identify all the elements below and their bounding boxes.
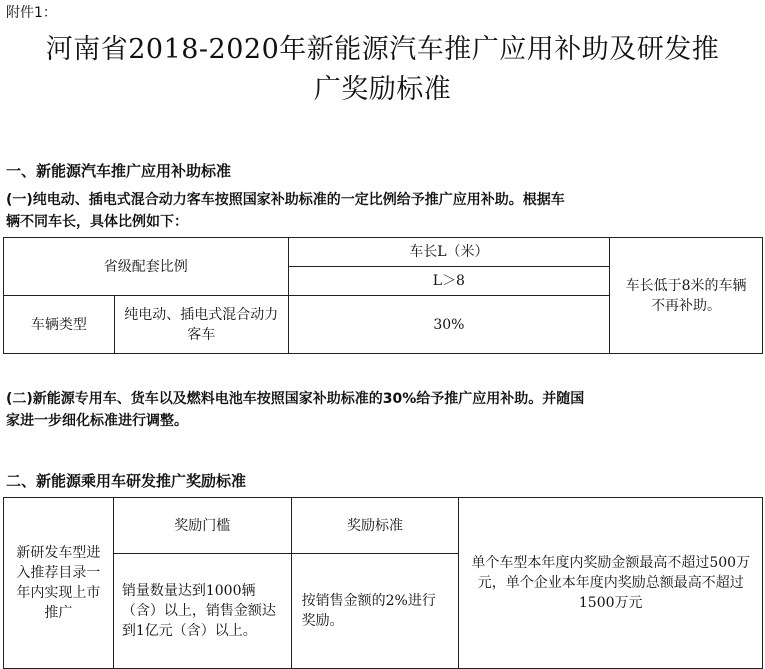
subsidy-ratio-table	[3, 237, 763, 354]
section1-paragraph2	[6, 388, 761, 432]
length-condition-cell: L＞8	[288, 267, 610, 296]
vehicle-type-label-cell: 车辆类型	[4, 296, 115, 354]
section1-paragraph1-line1: (一)纯电动、插电式混合动力客车按照国家补助标准的一定比例给予推广应用补助。根据车	[6, 192, 565, 208]
section2-heading: 二、新能源乘用车研发推广奖励标准	[6, 472, 247, 490]
section1-paragraph1-line2: 辆不同车长，具体比例如下：	[6, 214, 188, 230]
reward-row-label-cell: 新研发车型进入推荐目录一年内实现上市推广	[4, 498, 114, 669]
section1-paragraph2-line1: (二)新能源专用车、货车以及燃料电池车按照国家补助标准的30%给予推广应用补助。并随国	[6, 391, 585, 407]
standard-header-cell: 奖励标准	[291, 498, 459, 554]
section1-heading: 一、新能源汽车推广应用补助标准	[6, 162, 232, 180]
reward-threshold-cell: 销量数量达到1000辆（含）以上，销售金额达到1亿元（含）以上。	[113, 554, 291, 669]
reward-cap-cell: 单个车型本年度内奖励金额最高不超过500万元，单个企业本年度内奖励总额最高不超过1500万元	[459, 498, 763, 669]
section1-paragraph1	[6, 189, 761, 233]
vehicle-type-cell: 纯电动、插电式混合动力客车	[114, 296, 288, 354]
ratio-cell: 30%	[288, 296, 610, 354]
threshold-header-cell: 奖励门槛	[113, 498, 291, 554]
section1-paragraph2-line2: 家进一步细化标准进行调整。	[6, 413, 188, 429]
note-cell: 车长低于8米的车辆不再补助。	[610, 238, 763, 354]
length-header-cell: 车长L（米）	[288, 238, 610, 267]
document-title-line2: 广奖励标准	[313, 74, 452, 105]
rd-reward-table	[3, 497, 763, 669]
annex-label: 附件1：	[6, 5, 57, 21]
document-title-line1: 河南省2018-2020年新能源汽车推广应用补助及研发推	[45, 34, 720, 65]
reward-standard-cell: 按销售金额的2%进行奖励。	[291, 554, 459, 669]
provincial-ratio-cell: 省级配套比例	[4, 238, 289, 296]
